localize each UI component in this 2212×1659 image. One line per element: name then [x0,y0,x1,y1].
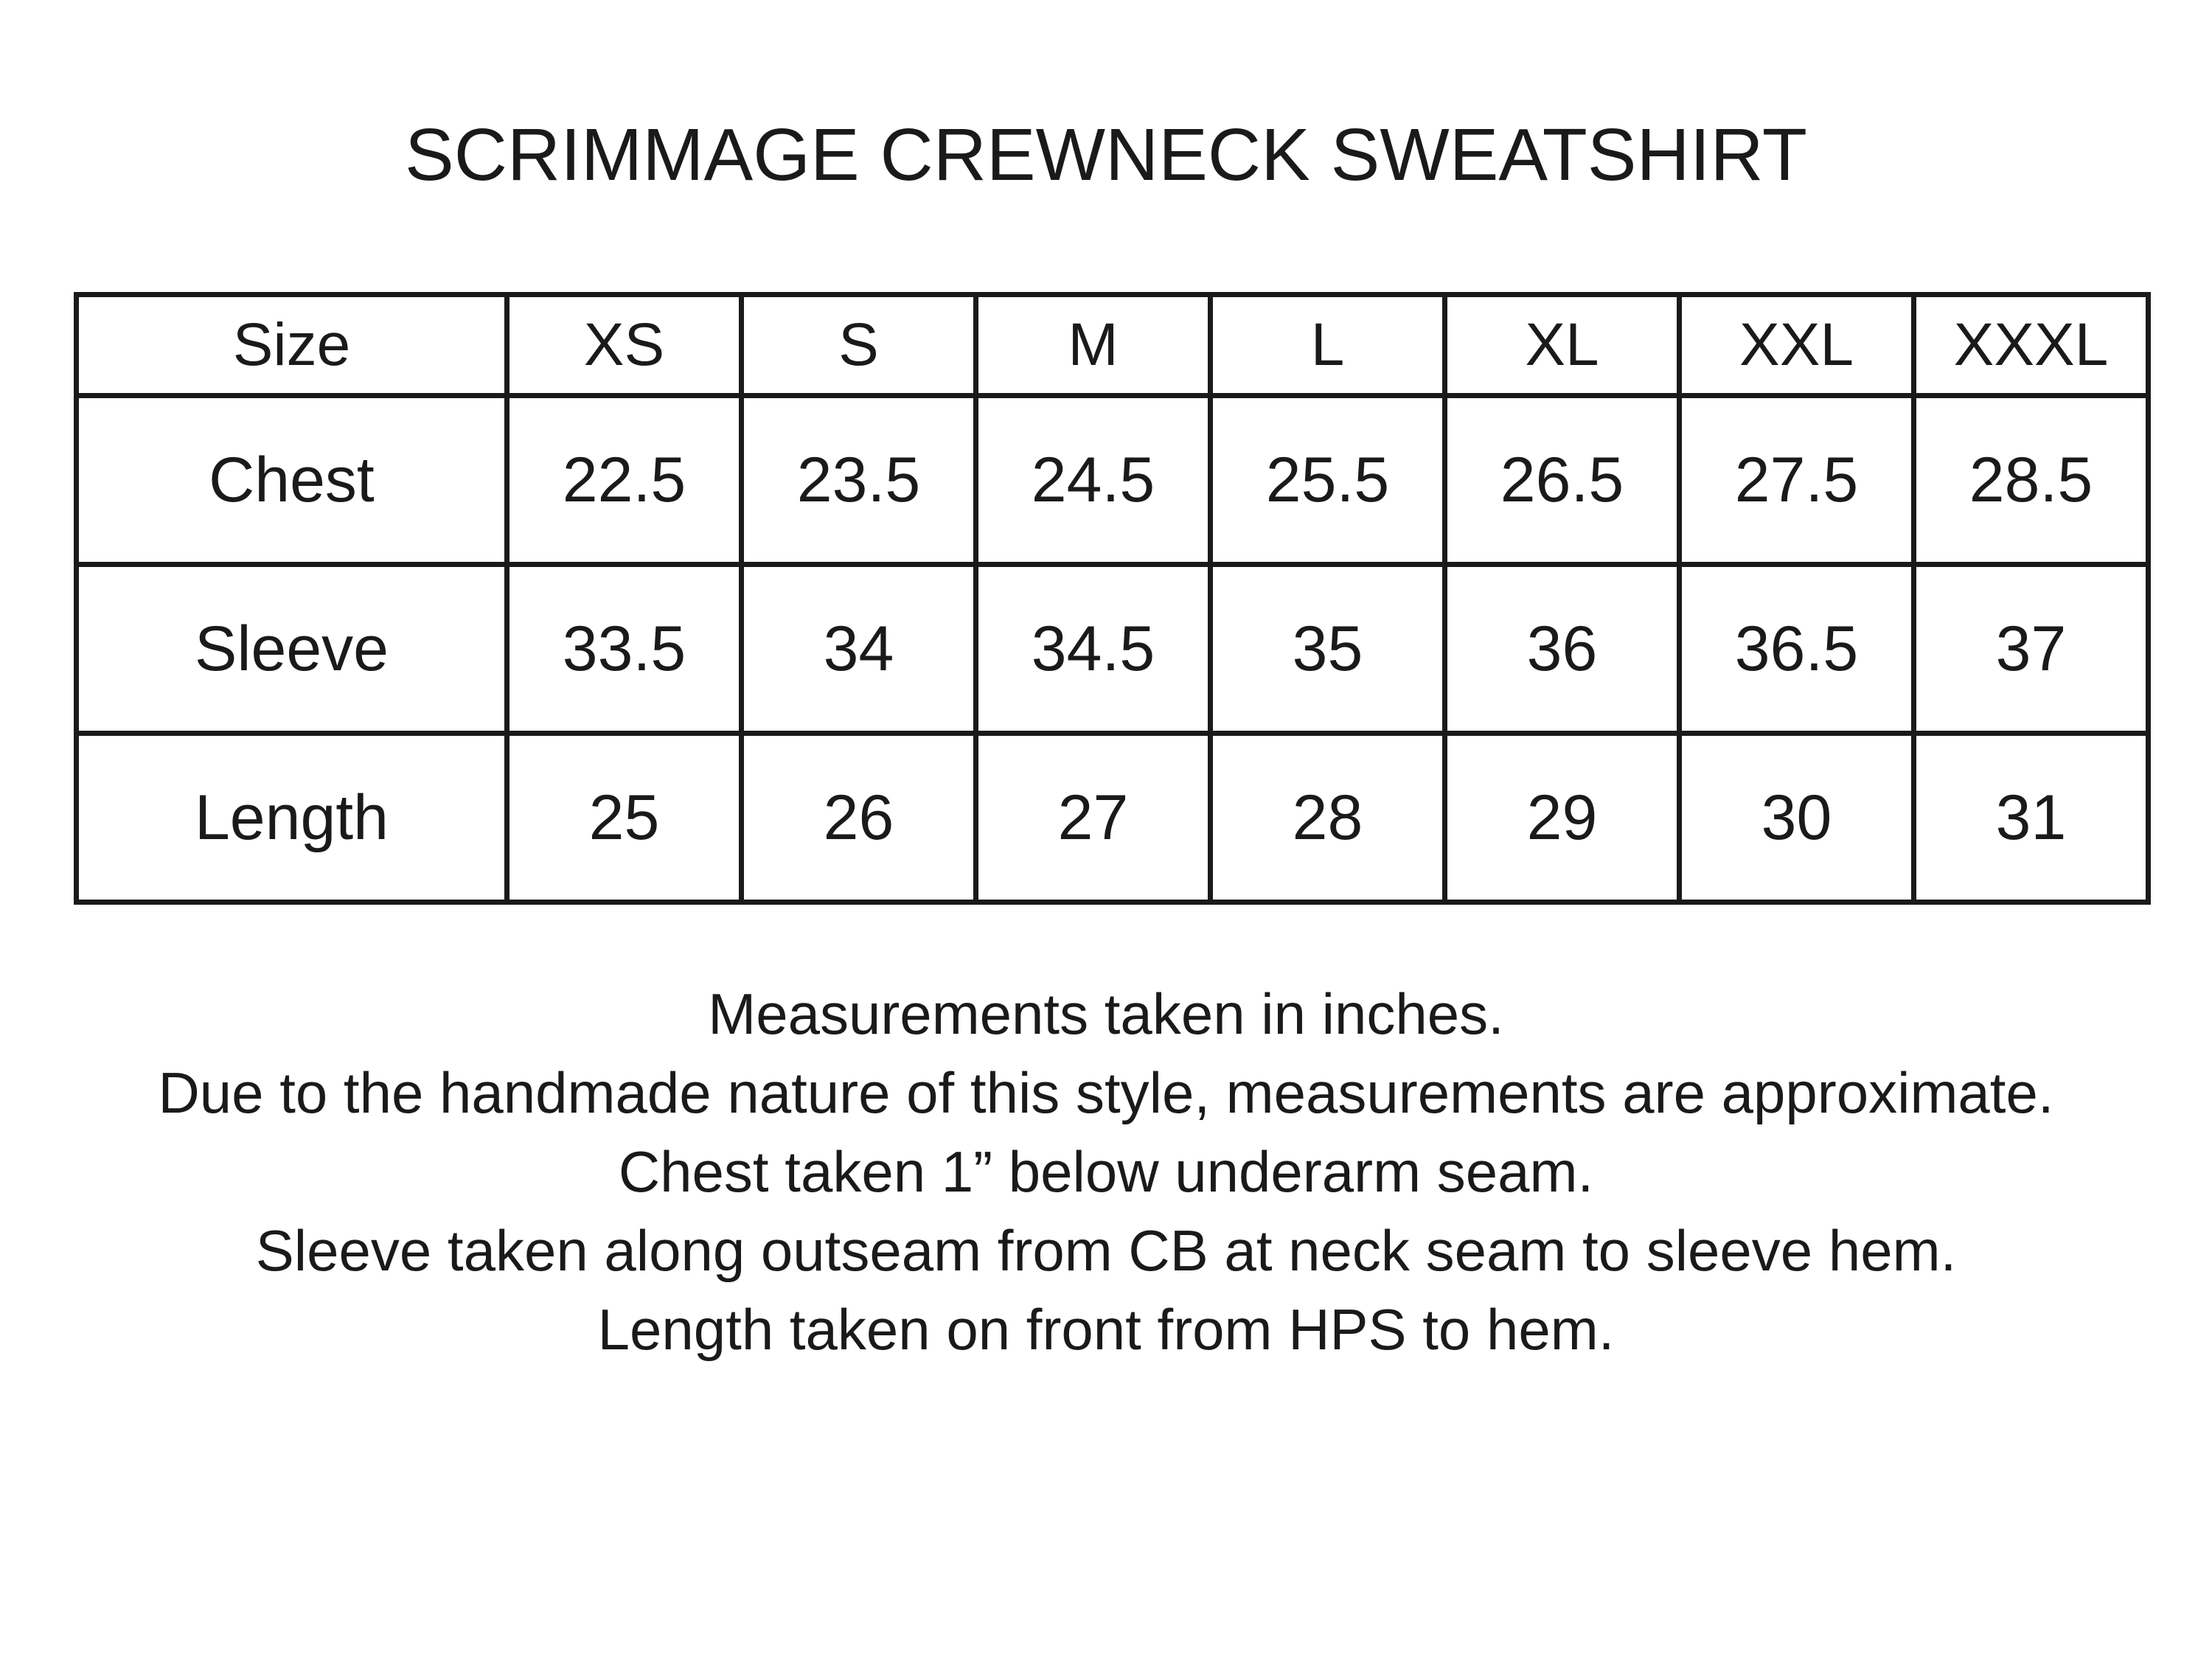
table-header-row [77,295,2149,396]
table-cell: 28.5 [1914,396,2149,565]
table-cell: 36 [1445,565,1680,734]
header-cell-size: XL [1445,295,1680,396]
table-cell: 27.5 [1680,396,1914,565]
table-row-chest [77,396,2149,565]
note-line: Due to the handmade nature of this style, measurements are approximate. [158,1060,2054,1125]
table-row-length [77,734,2149,902]
table-cell: 29 [1445,734,1680,902]
table-cell: 34 [742,565,976,734]
table-cell: 26.5 [1445,396,1680,565]
table-cell: 34.5 [976,565,1211,734]
table-cell: 26 [742,734,976,902]
header-cell-size: XS [507,295,742,396]
header-cell-size: S [742,295,976,396]
table-cell: 27 [976,734,1211,902]
table-row-sleeve [77,565,2149,734]
page-title: SCRIMMAGE CREWNECK SWEATSHIRT [405,114,1807,196]
table-cell: 37 [1914,565,2149,734]
row-label: Sleeve [77,565,507,734]
header-cell-size: XXL [1680,295,1914,396]
table-cell: 28 [1211,734,1445,902]
table-cell: 24.5 [976,396,1211,565]
row-label: Chest [77,396,507,565]
table-cell: 25 [507,734,742,902]
header-cell-size: L [1211,295,1445,396]
note-line: Chest taken 1” below underarm seam. [618,1139,1594,1204]
table-cell: 22.5 [507,396,742,565]
table-cell: 33.5 [507,565,742,734]
table-cell: 36.5 [1680,565,1914,734]
table-cell: 35 [1211,565,1445,734]
note-line: Length taken on front from HPS to hem. [597,1297,1615,1362]
table-cell: 25.5 [1211,396,1445,565]
table-cell: 30 [1680,734,1914,902]
header-cell-size: XXXL [1914,295,2149,396]
note-line: Measurements taken in inches. [708,981,1504,1046]
note-line: Sleeve taken along outseam from CB at neck seam to sleeve hem. [255,1218,1957,1283]
row-label: Length [77,734,507,902]
header-cell-size-label: Size [77,295,507,396]
header-cell-size: M [976,295,1211,396]
measurement-notes [0,975,2212,1369]
size-chart-table [74,292,2151,905]
table-cell: 31 [1914,734,2149,902]
table-cell: 23.5 [742,396,976,565]
